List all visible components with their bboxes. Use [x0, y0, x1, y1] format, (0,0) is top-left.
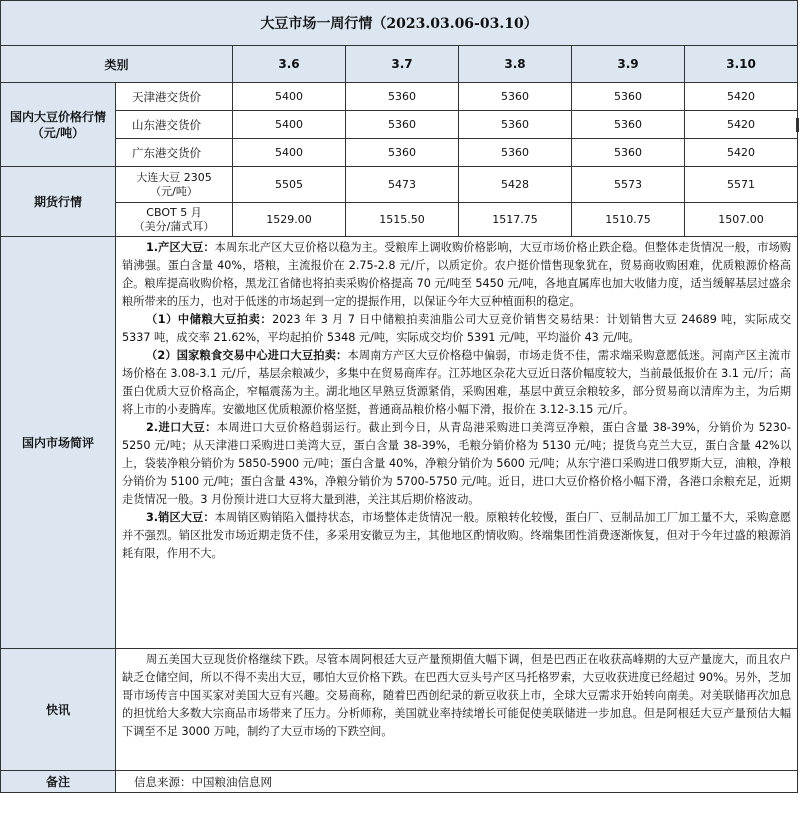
- paragraph-heading: 3.销区大豆：: [146, 511, 215, 524]
- date-header: 3.6: [233, 46, 346, 83]
- commentary-text: [116, 237, 798, 649]
- paragraph-body: 本周销区购销陷入僵持状态，市场整体走货情况一般。原粮转化较慢，蛋白厂、豆制品加工厂加工量不大，采购意愿并不强烈。销区批发市场近期走货不佳，多采用安徽豆为主，其他地区酌情收购。终端集团性消费逐渐恢复，但对于今年过盛的粮源消耗有限，作用不大。: [122, 511, 792, 560]
- price-cell: 5420: [685, 139, 798, 167]
- row-label: 山东港交货价: [116, 111, 233, 139]
- price-cell: 5571: [685, 167, 798, 203]
- paragraph-body: 本周进口大豆价格趋弱运行。截止到今日，从青岛港采购进口美湾豆净粮，蛋白含量 38-39%，分销价为 5230-5250 元/吨；从天津港口采购进口美湾大豆，蛋白含量 38-39%，毛粮分销价格为 5130 元/吨；提货乌克兰大豆，蛋白含量 42%以上，袋装净粮分销价为 5850-5900 元/吨；蛋白含量 40%，净粮分销价为 5600 元/吨；从东宁港口采购进口俄罗斯大豆，油粮，净粮分销价为 5100 元/吨；蛋白含量 43%，净粮分销价为 5700-5750 元/吨。近日，进口大豆价格价格小幅下滑，各港口余粮充足，近期走货情况一般。3 月份预计进口大豆将大量到港，关注其后期价格波动。: [122, 421, 792, 506]
- report-title: 大豆市场一周行情（2023.03.06-03.10）: [1, 1, 798, 46]
- table-row: [1, 83, 798, 111]
- domestic-price-category: [1, 83, 116, 167]
- date-header: 3.7: [346, 46, 459, 83]
- price-cell: 5360: [346, 111, 459, 139]
- commentary-paragraph: [122, 311, 791, 347]
- row-label: [116, 203, 233, 237]
- price-cell: 5360: [459, 111, 572, 139]
- price-cell: 5400: [233, 83, 346, 111]
- price-cell: 5360: [346, 139, 459, 167]
- price-cell: 5360: [346, 83, 459, 111]
- row-label: 广东港交货价: [116, 139, 233, 167]
- paragraph-body: 本周东北产区大豆价格以稳为主。受粮库上调收购价格影响，大豆市场价格止跌企稳。但整体走货情况一般，市场购销沸强。蛋白含量 40%，塔粮，主流报价在 2.75-2.8 元/斤，以质定价。农户挺价惜售现象犹在，贸易商收购困难，优质粮源价格高企。粮库提高收购价格，黑龙江省储也将拍卖采购价格提高 70 元/吨至 5450 元/吨，各地直属库也加大收储力度，适当缓解基层过盛余粮所带来的压力，也对于低迷的市场起到一定的提振作用，以保证今年大豆种植面积的稳定。: [122, 241, 792, 308]
- commentary-row: [1, 237, 798, 649]
- table-row: [1, 203, 798, 237]
- paragraph-body: 2023 年 3 月 7 日中储粮拍卖油脂公司大豆竞价销售交易结果：计划销售大豆 24689 吨，实际成交 5337 吨，成交率 21.62%，平均起拍价 5348 元/吨，实际成交均价 5391 元/吨，平均溢价 43 元/吨。: [122, 313, 792, 344]
- price-cell: 1510.75: [572, 203, 685, 237]
- date-header: 3.8: [459, 46, 572, 83]
- news-text: [116, 649, 798, 771]
- source-text: 信息来源：中国粮油信息网: [116, 771, 798, 793]
- table-row: [1, 139, 798, 167]
- price-cell: 5573: [572, 167, 685, 203]
- price-cell: 5428: [459, 167, 572, 203]
- table-row: [1, 111, 798, 139]
- remarks-row: [1, 771, 798, 793]
- table-row: [1, 167, 798, 203]
- paragraph-heading: （2）国家粮食交易中心进口大豆拍卖：: [146, 349, 348, 362]
- paragraph-heading: 1.产区大豆：: [146, 241, 215, 254]
- news-paragraph: 周五美国大豆现货价格继续下跌。尽管本周阿根廷大豆产量预期值大幅下调，但是巴西正在收获高峰期的大豆产量庞大，而且农户缺乏仓储空间，所以不得不卖出大豆，哪怕大豆价格下跌。在巴西大豆头号产区马托格罗索，大豆收获进度已经超过 90%。另外，芝加哥市场传言中国买家对美国大豆有兴趣。交易商称，随着巴西创纪录的新豆收获上市，全球大豆需求开始转向南美。对美联储再次加息的担忧给大多数大宗商品市场带来了压力。分析师称，美国就业率持续增长可能促使美联储进一步加息。但是阿根廷大豆产量预估大幅下调至不足 3000 万吨，制约了大豆市场的下跌空间。: [122, 653, 792, 738]
- category-label: 国内大豆价格行情（元/吨）: [9, 109, 106, 140]
- commentary-paragraph: [122, 347, 791, 419]
- price-cell: 5400: [233, 111, 346, 139]
- price-cell: 5360: [459, 83, 572, 111]
- price-cell: 5400: [233, 139, 346, 167]
- row-label-line: 大连大豆 2305: [136, 170, 212, 184]
- price-cell: 5473: [346, 167, 459, 203]
- price-cell: 5420: [685, 111, 798, 139]
- remarks-category: 备注: [1, 771, 116, 793]
- row-label-line: CBOT 5 月: [146, 205, 202, 219]
- paragraph-heading: （1）中储粮大豆拍卖：: [146, 313, 273, 326]
- price-cell: 1515.50: [346, 203, 459, 237]
- header-row: [1, 46, 798, 83]
- news-row: [1, 649, 798, 771]
- commentary-paragraph: [122, 509, 791, 563]
- commentary-category: 国内市场简评: [1, 237, 116, 649]
- paragraph-heading: 2.进口大豆：: [146, 421, 217, 434]
- date-header: 3.9: [572, 46, 685, 83]
- news-category: 快讯: [1, 649, 116, 771]
- price-cell: 5360: [459, 139, 572, 167]
- commentary-paragraph: [122, 239, 791, 311]
- row-label: 天津港交货价: [116, 83, 233, 111]
- price-cell: 5420: [685, 83, 798, 111]
- price-cell: 1529.00: [233, 203, 346, 237]
- date-header: 3.10: [685, 46, 798, 83]
- row-label-unit: （美分/蒲式耳）: [133, 219, 215, 233]
- scrollbar-thumb[interactable]: [796, 118, 799, 132]
- price-cell: 1517.75: [459, 203, 572, 237]
- price-cell: 5360: [572, 111, 685, 139]
- paragraph-body: 本周南方产区大豆价格稳中偏弱，市场走货不佳，需求端采购意愿低迷。河南产区主流市场价格在 3.08-3.1 元/斤，基层余粮减少，多集中在贸易商库存。江苏地区杂花大豆近日落价幅度较大，当前最低报价在 3.1 元/斤；高蛋白优质大豆价格高企，窄幅震荡为主。湖北地区早熟豆货源紧俏，采购困难，基层中黄豆余粮较多，部分贸易商以清库为主，为后期将上市的小麦腾库。安徽地区优质粮源价格坚挺，普通商品粮价格小幅下滑，报价在 3.12-3.15 元/斤。: [122, 349, 792, 416]
- category-header: 类别: [1, 46, 233, 83]
- price-cell: 5360: [572, 83, 685, 111]
- row-label: [116, 167, 233, 203]
- price-cell: 1507.00: [685, 203, 798, 237]
- futures-category: 期货行情: [1, 167, 116, 237]
- price-cell: 5360: [572, 139, 685, 167]
- row-label-unit: （元/吨）: [150, 184, 198, 198]
- commentary-paragraph: [122, 419, 791, 509]
- price-cell: 5505: [233, 167, 346, 203]
